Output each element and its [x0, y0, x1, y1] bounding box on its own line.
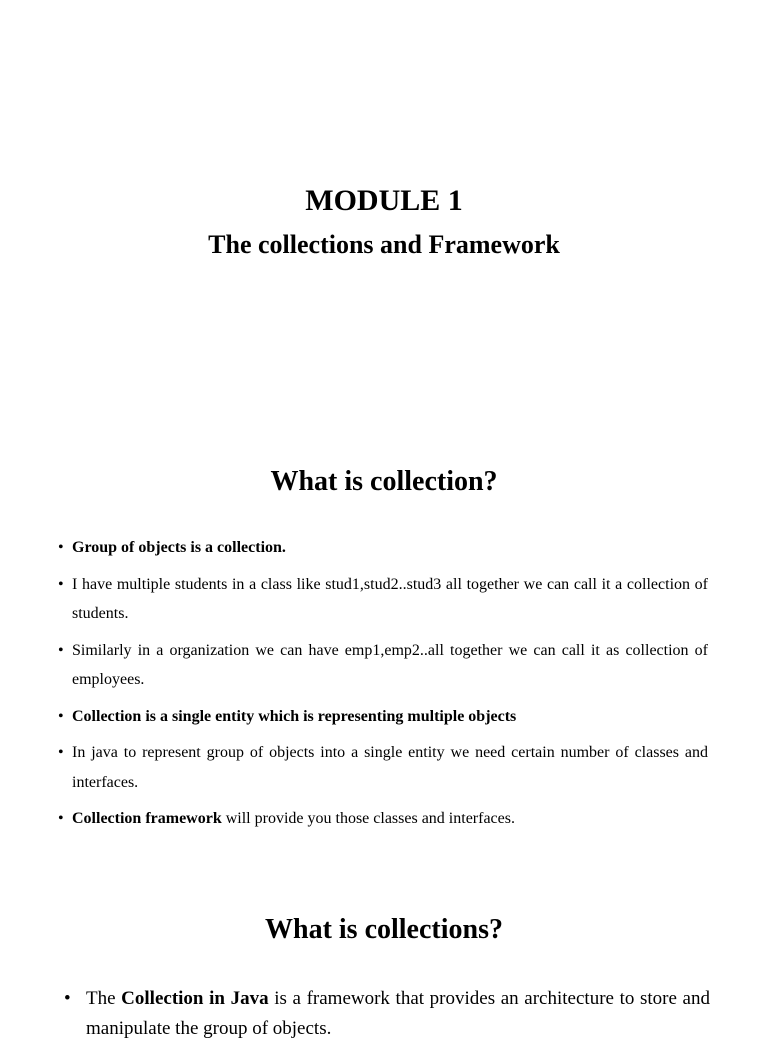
bullet-icon: •	[58, 641, 64, 659]
section-heading-collection: What is collection?	[270, 466, 498, 497]
bullet-icon: •	[58, 744, 64, 761]
list-item-text: will provide you those classes and interfaces.	[221, 810, 515, 827]
bullet-icon: •	[58, 575, 64, 593]
module-title: MODULE 1	[305, 184, 463, 217]
list-item-text-pre: The	[86, 988, 122, 1009]
bullet-icon: •	[58, 810, 64, 827]
bullet-icon: •	[64, 988, 71, 1009]
list-item	[58, 636, 708, 695]
list-item-bold: Collection framework	[72, 810, 222, 827]
list-item	[58, 804, 708, 834]
section-heading-collections: What is collections?	[265, 914, 503, 945]
collection-bullet-list	[58, 533, 708, 841]
list-item-bold: Group of objects is a collection.	[72, 539, 286, 556]
bullet-icon: •	[58, 707, 64, 725]
list-item	[64, 984, 710, 1044]
module-subtitle: The collections and Framework	[208, 230, 560, 259]
list-item-bold: Collection in Java	[121, 988, 269, 1009]
bullet-icon: •	[58, 539, 64, 556]
list-item	[58, 702, 708, 732]
list-item-bold: Collection is a single entity which is representing multiple objects	[72, 707, 517, 725]
list-item-text: I have multiple students in a class like stud1,stud2..stud3 all together we can call it a collection of students.	[72, 575, 708, 622]
collections-bullet-list	[64, 984, 710, 1051]
list-item	[58, 738, 708, 797]
list-item-text: is a framework that provides an architecture to store and manipulate the group of objects.	[86, 988, 710, 1039]
list-item-text: Similarly in a organization we can have emp1,emp2..all together we can call it as collection of employees.	[72, 641, 708, 688]
list-item	[58, 570, 708, 629]
list-item	[58, 533, 708, 563]
list-item-text: In java to represent group of objects into a single entity we need certain number of classes and interfaces.	[72, 744, 708, 791]
